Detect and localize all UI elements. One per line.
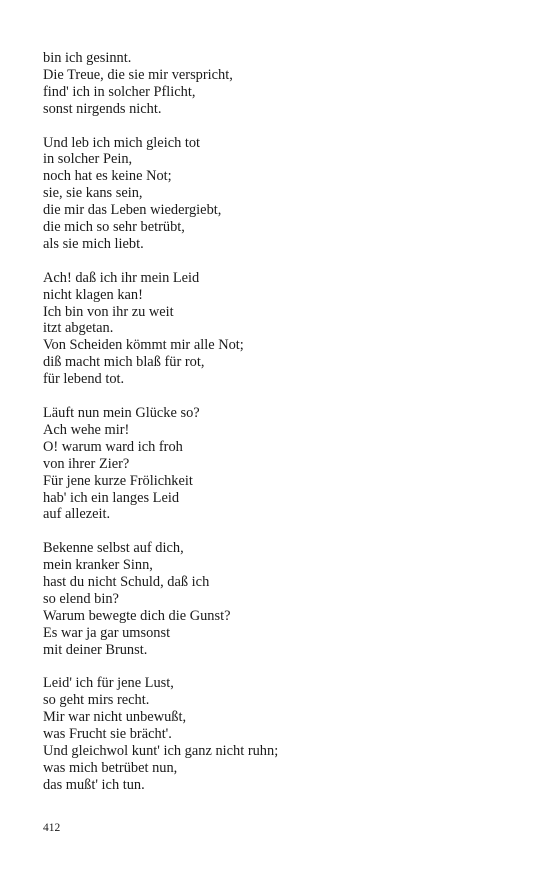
poem-line: itzt abgetan. bbox=[43, 320, 114, 337]
poem-line: die mir das Leben wiedergiebt, bbox=[43, 202, 222, 219]
poem-line: was mich betrübet nun, bbox=[43, 759, 178, 776]
poem-line: so elend bin? bbox=[43, 590, 119, 607]
poem-line: nicht klagen kan! bbox=[43, 286, 143, 303]
poem-line: was Frucht sie brächt'. bbox=[43, 726, 172, 743]
poem-line: Von Scheiden kömmt mir alle Not; bbox=[43, 337, 244, 354]
stanza-5 bbox=[43, 540, 513, 658]
stanza-2 bbox=[43, 135, 513, 253]
poem-line: sie, sie kans sein, bbox=[43, 185, 143, 202]
poem-line: Warum bewegte dich die Gunst? bbox=[43, 607, 231, 624]
stanza-3 bbox=[43, 270, 513, 388]
poem-line: bin ich gesinnt. bbox=[43, 50, 132, 66]
poem-line: Leid' ich für jene Lust, bbox=[43, 675, 174, 692]
poem-line: O! warum ward ich froh bbox=[43, 438, 183, 455]
poem-line: mit deiner Brunst. bbox=[43, 641, 148, 658]
poem-line: das mußt' ich tun. bbox=[43, 776, 145, 793]
page-number: 412 bbox=[43, 822, 61, 834]
poem-line: Und gleichwol kunt' ich ganz nicht ruhn; bbox=[43, 743, 279, 760]
poem-line: in solcher Pein, bbox=[43, 151, 133, 168]
poem-line: Es war ja gar umsonst bbox=[43, 624, 171, 641]
poem-text bbox=[43, 50, 513, 811]
poem-line: Mir war nicht unbewußt, bbox=[43, 709, 187, 726]
poem-line: Ich bin von ihr zu weit bbox=[43, 303, 174, 320]
stanza-1 bbox=[43, 50, 513, 118]
poem-line: für lebend tot. bbox=[43, 371, 125, 388]
poem-line: find' ich in solcher Pflicht, bbox=[43, 83, 196, 100]
poem-line: Für jene kurze Frölichkeit bbox=[43, 472, 193, 489]
poem-line: Die Treue, die sie mir verspricht, bbox=[43, 66, 233, 83]
poem-line: hast du nicht Schuld, daß ich bbox=[43, 574, 210, 591]
poem-line: Läuft nun mein Glücke so? bbox=[43, 404, 200, 421]
poem-line: hab' ich ein langes Leid bbox=[43, 489, 180, 506]
stanza-4 bbox=[43, 405, 513, 523]
poem-line: mein kranker Sinn, bbox=[43, 557, 153, 574]
poem-line: Und leb ich mich gleich tot bbox=[43, 134, 201, 151]
poem-line: diß macht mich blaß für rot, bbox=[43, 354, 205, 371]
poem-line: die mich so sehr betrübt, bbox=[43, 219, 185, 236]
poem-line: von ihrer Zier? bbox=[43, 455, 130, 472]
poem-line: Ach! daß ich ihr mein Leid bbox=[43, 269, 200, 286]
poem-line: so geht mirs recht. bbox=[43, 692, 150, 709]
poem-line: als sie mich liebt. bbox=[43, 235, 144, 252]
poem-line: noch hat es keine Not; bbox=[43, 168, 172, 185]
poem-line: Bekenne selbst auf dich, bbox=[43, 540, 184, 557]
poem-line: sonst nirgends nicht. bbox=[43, 100, 162, 117]
stanza-6 bbox=[43, 675, 513, 793]
poem-line: auf allezeit. bbox=[43, 506, 111, 523]
poem-line: Ach wehe mir! bbox=[43, 421, 130, 438]
